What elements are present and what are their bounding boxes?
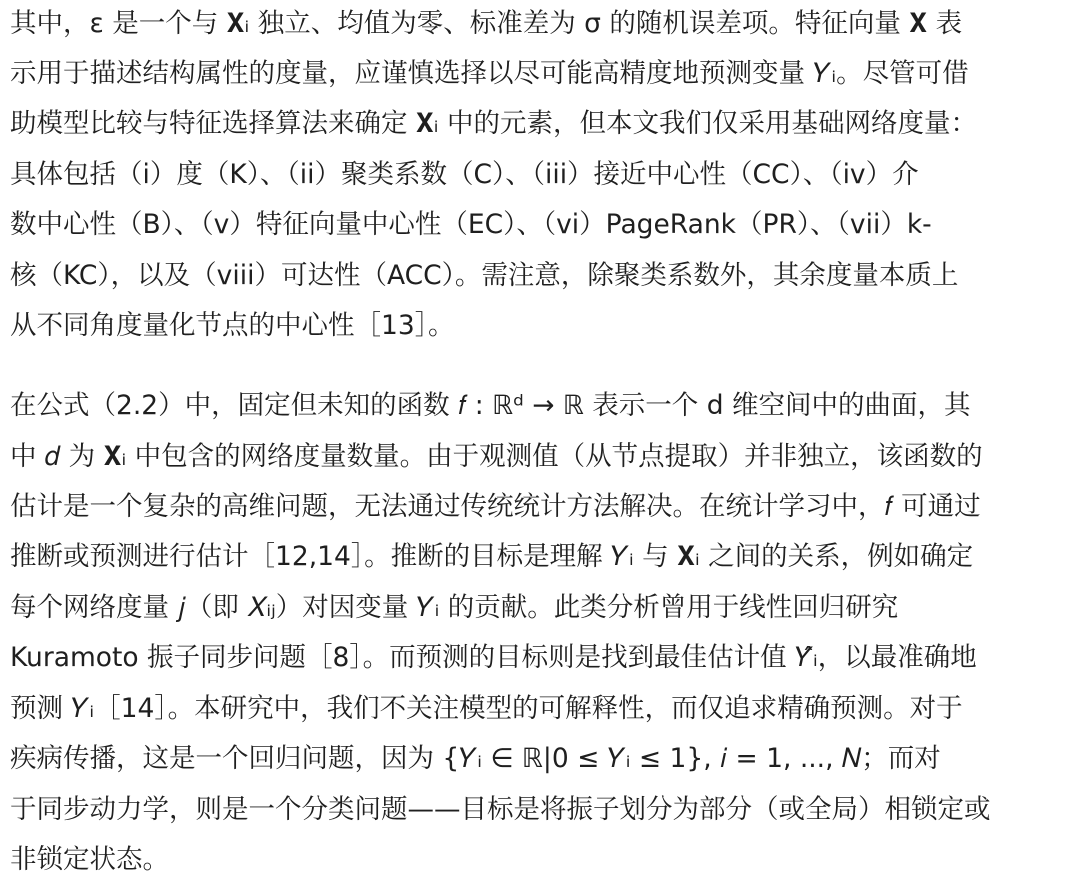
text-line: 推断或预测进行估计［12,14］。推断的目标是理解 𝑌ᵢ 与 𝐗ᵢ 之间的关系，例如确定 [10,541,974,572]
text-line: 在公式（2.2）中，固定但未知的函数 𝑓 : ℝᵈ → ℝ 表示一个 d 维空间中的曲面，其 [10,390,971,421]
text-line: 每个网络度量 𝑗（即 𝑋ᵢⱼ）对因变量 𝑌ᵢ 的贡献。此类分析曾用于线性回归研究 [10,592,899,623]
text-line: 其中，ε 是一个与 𝐗ᵢ 独立、均值为零、标准差为 σ 的随机误差项。特征向量 𝐗 表 [10,8,963,39]
text-line: 数中心性（B）、（v）特征向量中心性（EC）、（vi）PageRank（PR）、（vii）k- [10,209,932,240]
text-line: 核（KC），以及（viii）可达性（ACC）。需注意，除聚类系数外，其余度量本质上 [10,260,959,291]
text-line: 疾病传播，这是一个回归问题，因为 {𝑌ᵢ ∈ ℝ|0 ≤ 𝑌ᵢ ≤ 1}, 𝑖 = 1, ..., 𝑁；而对 [10,743,941,774]
text-line: 从不同角度量化节点的中心性［13］。 [10,310,455,341]
text-line: 中 𝑑 为 𝐗ᵢ 中包含的网络度量数量。由于观测值（从节点提取）并非独立，该函数的 [10,441,983,472]
text-line: 估计是一个复杂的高维问题，无法通过传统统计方法解决。在统计学习中，𝑓 可通过 [10,491,981,522]
text-line: Kuramoto 振子同步问题［8］。而预测的目标则是找到最佳估计值 𝑌̂ᵢ，以最准确地 [10,642,977,673]
text-line: 于同步动力学，则是一个分类问题——目标是将振子划分为部分（或全局）相锁定或 [10,794,991,825]
text-line: 示用于描述结构属性的度量，应谨慎选择以尽可能高精度地预测变量 𝑌ᵢ。尽管可借 [10,58,969,89]
text-line: 具体包括（i）度（K）、（ii）聚类系数（C）、（iii）接近中心性（CC）、（iv）介 [10,159,919,190]
text-line: 助模型比较与特征选择算法来确定 𝐗ᵢ 中的元素，但本文我们仅采用基础网络度量： [10,108,977,139]
text-line: 预测 𝑌ᵢ［14］。本研究中，我们不关注模型的可解释性，而仅追求精确预测。对于 [10,693,963,724]
text-line: 非锁定状态。 [10,844,169,875]
